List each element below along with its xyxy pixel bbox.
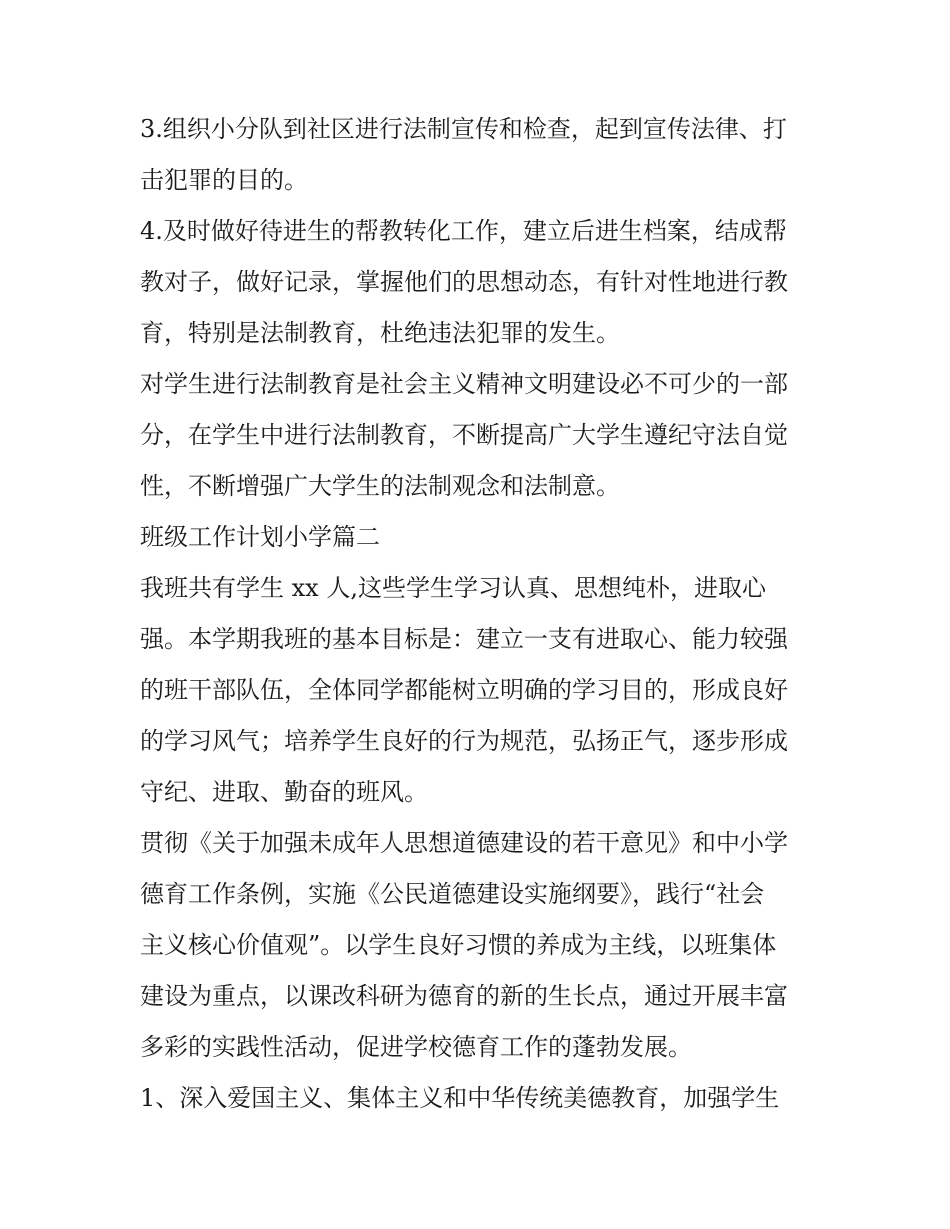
text-line-item-3-cont: 击犯罪的目的。 — [140, 166, 308, 194]
text-line-guideline-1: 贯彻《关于加强未成年人思想道德建设的若干意见》和中小学 — [140, 829, 788, 857]
text-line-class-3: 的班干部队伍，全体同学都能树立明确的学习目的，形成良好 — [140, 676, 788, 704]
text-line-item-3: 3.组织小分队到社区进行法制宣传和检查，起到宣传法律、打 — [140, 115, 787, 143]
text-line-summary-3: 性，不断增强广大学生的法制观念和法制意。 — [140, 472, 620, 500]
text-line-summary-2: 分，在学生中进行法制教育，不断提高广大学生遵纪守法自觉 — [140, 421, 788, 449]
text-line-item-4-cont-2: 育，特别是法制教育，杜绝违法犯罪的发生。 — [140, 319, 620, 347]
section-heading: 班级工作计划小学篇二 — [140, 523, 380, 551]
text-line-class-4: 的学习风气；培养学生良好的行为规范，弘扬正气，逐步形成 — [140, 727, 788, 755]
text-line-guideline-4: 建设为重点，以课改科研为德育的新的生长点，通过开展丰富 — [140, 982, 788, 1010]
text-line-guideline-3: 主义核心价值观”。以学生良好习惯的养成为主线，以班集体 — [140, 931, 777, 959]
text-line-item-4-cont-1: 教对子，做好记录，掌握他们的思想动态，有针对性地进行教 — [140, 268, 788, 296]
text-line-class-5: 守纪、进取、勤奋的班风。 — [140, 778, 428, 806]
text-line-summary-1: 对学生进行法制教育是社会主义精神文明建设必不可少的一部 — [140, 370, 788, 398]
text-line-guideline-2: 德育工作条例，实施《公民道德建设实施纲要》，践行“社会 — [140, 880, 765, 908]
text-line-guideline-5: 多彩的实践性活动，促进学校德育工作的蓬勃发展。 — [140, 1033, 692, 1061]
text-line-item-4: 4.及时做好待进生的帮教转化工作，建立后进生档案，结成帮 — [140, 217, 787, 245]
text-line-class-1: 我班共有学生 xx 人,这些学生学习认真、思想纯朴，进取心 — [140, 574, 766, 602]
text-line-point-1: 1、深入爱国主义、集体主义和中华传统美德教育，加强学生 — [140, 1084, 780, 1112]
text-line-class-2: 强。本学期我班的基本目标是：建立一支有进取心、能力较强 — [140, 625, 788, 653]
document-body — [140, 104, 820, 1124]
